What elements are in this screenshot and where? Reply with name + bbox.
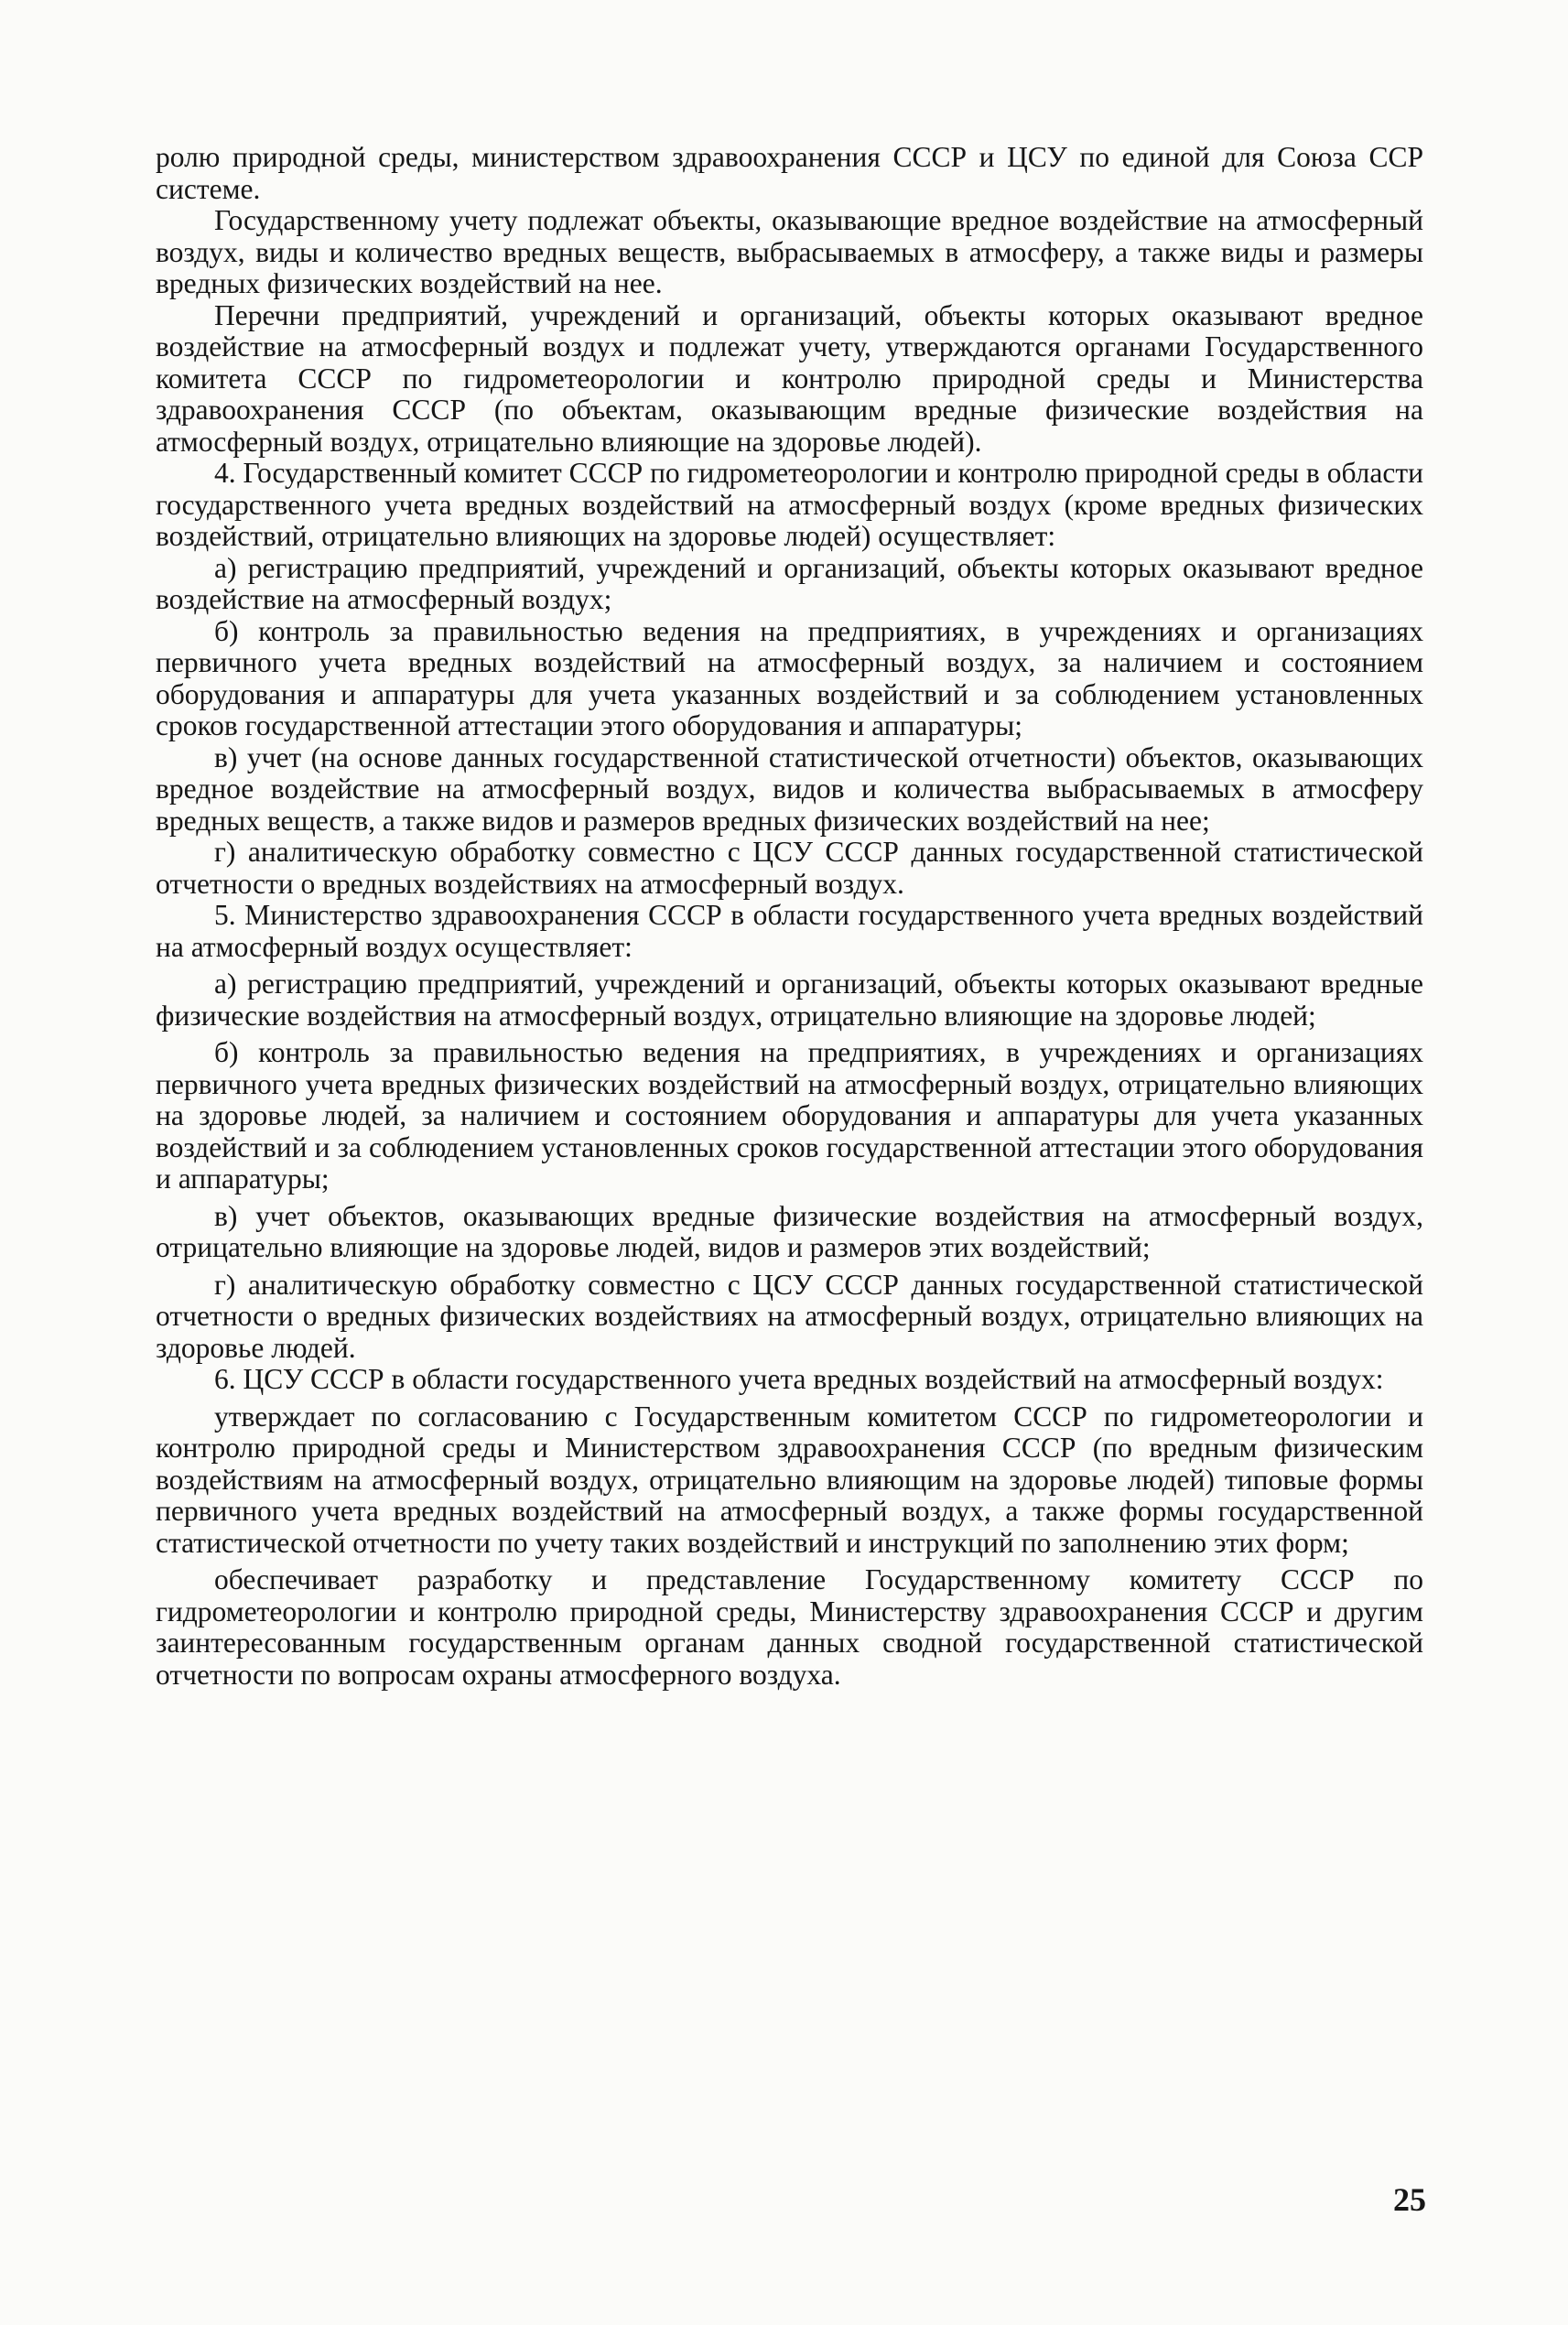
paragraph-5a: а) регистрацию предприятий, учреждений и организаций, объекты которых оказывают вредные физические воздействия на атмосферный воздух, отрицательно влияющие на здоровье людей;: [156, 968, 1423, 1032]
paragraph-5g: г) аналитическую обработку совместно с ЦСУ СССР данных государственной статистической отчетности о вредных физических воздействиях на атмосферный воздух, отрицательно влияющих на здоровье людей.: [156, 1268, 1423, 1364]
paragraph-4g: г) аналитическую обработку совместно с ЦСУ СССР данных государственной статистической отчетности о вредных воздействиях на атмосферный воздух.: [156, 836, 1423, 900]
paragraph-6-approves: утверждает по согласованию с Государственным комитетом СССР по гидрометеорологии и контролю природной среды и Министерством здравоохранения СССР (по вредным физическим воздействиям на атмосферный воздух, отрицательно влияющим на здоровье людей) типовые формы первичного учета вредных воздействий на атмосферный воздух, а также формы государственной статистической отчетности по учету таких воздействий и инструкций по заполнению этих форм;: [156, 1400, 1423, 1559]
paragraph-enterprise-lists: Перечни предприятий, учреждений и организаций, объекты которых оказывают вредное воздействие на атмосферный воздух и подлежат учету, утверждаются органами Государственного комитета СССР по гидрометеорологии и контролю природной среды и Министерства здравоохранения СССР (по объектам, оказывающим вредные физические воздействия на атмосферный воздух, отрицательно влияющие на здоровье людей).: [156, 298, 1423, 458]
paragraph-4a: а) регистрацию предприятий, учреждений и организаций, объекты которых оказывают вредное воздействие на атмосферный воздух;: [156, 551, 1423, 615]
paragraph-4v: в) учет (на основе данных государственной статистической отчетности) объектов, оказывающих вредное воздействие на атмосферный воздух, видов и количества выбрасываемых в атмосферу вредных веществ, а также видов и размеров вредных физических воздействий на нее;: [156, 741, 1423, 837]
paragraph-4b: б) контроль за правильностью ведения на предприятиях, в учреждениях и организациях первичного учета вредных воздействий на атмосферный воздух, за наличием и состоянием оборудования и аппаратуры для учета указанных воздействий и за соблюдением установленных сроков государственной аттестации этого оборудования и аппаратуры;: [156, 614, 1423, 741]
paragraph-section-6: 6. ЦСУ СССР в области государственного учета вредных воздействий на атмосферный воздух:: [214, 1363, 1384, 1395]
body-text: [156, 142, 1423, 1691]
paragraph-5v: в) учет объектов, оказывающих вредные физические воздействия на атмосферный воздух, отрицательно влияющие на здоровье людей, видов и размеров этих воздействий;: [156, 1199, 1423, 1263]
paragraph-continuation: ролю природной среды, министерством здравоохранения СССР и ЦСУ по единой для Союза ССР системе.: [156, 141, 1423, 205]
paragraph-accounting-scope: Государственному учету подлежат объекты, оказывающие вредное воздействие на атмосферный воздух, виды и количество вредных веществ, выбрасываемых в атмосферу, а также виды и размеры вредных физических воздействий на нее.: [156, 204, 1423, 299]
paragraph-section-4: 4. Государственный комитет СССР по гидрометеорологии и контролю природной среды в области государственного учета вредных воздействий на атмосферный воздух (кроме вредных физических воздействий, отрицательно влияющих на здоровье людей) осуществляет:: [156, 457, 1423, 552]
paragraph-6-provides: обеспечивает разработку и представление Государственному комитету СССР по гидрометеорологии и контролю природной среды, Министерству здравоохранения СССР и другим заинтересованным государственным органам данных сводной государственной статистической отчетности по вопросам охраны атмосферного воздуха.: [156, 1563, 1423, 1691]
paragraph-5b: б) контроль за правильностью ведения на предприятиях, в учреждениях и организациях первичного учета вредных физических воздействий на атмосферный воздух, отрицательно влияющих на здоровье людей, за наличием и состоянием оборудования и аппаратуры для учета указанных воздействий и за соблюдением установленных сроков государственной аттестации этого оборудования и аппаратуры;: [156, 1036, 1423, 1195]
page-number: 25: [1393, 2181, 1426, 2218]
paragraph-section-5: 5. Министерство здравоохранения СССР в области государственного учета вредных воздействий на атмосферный воздух осуществляет:: [156, 899, 1423, 963]
